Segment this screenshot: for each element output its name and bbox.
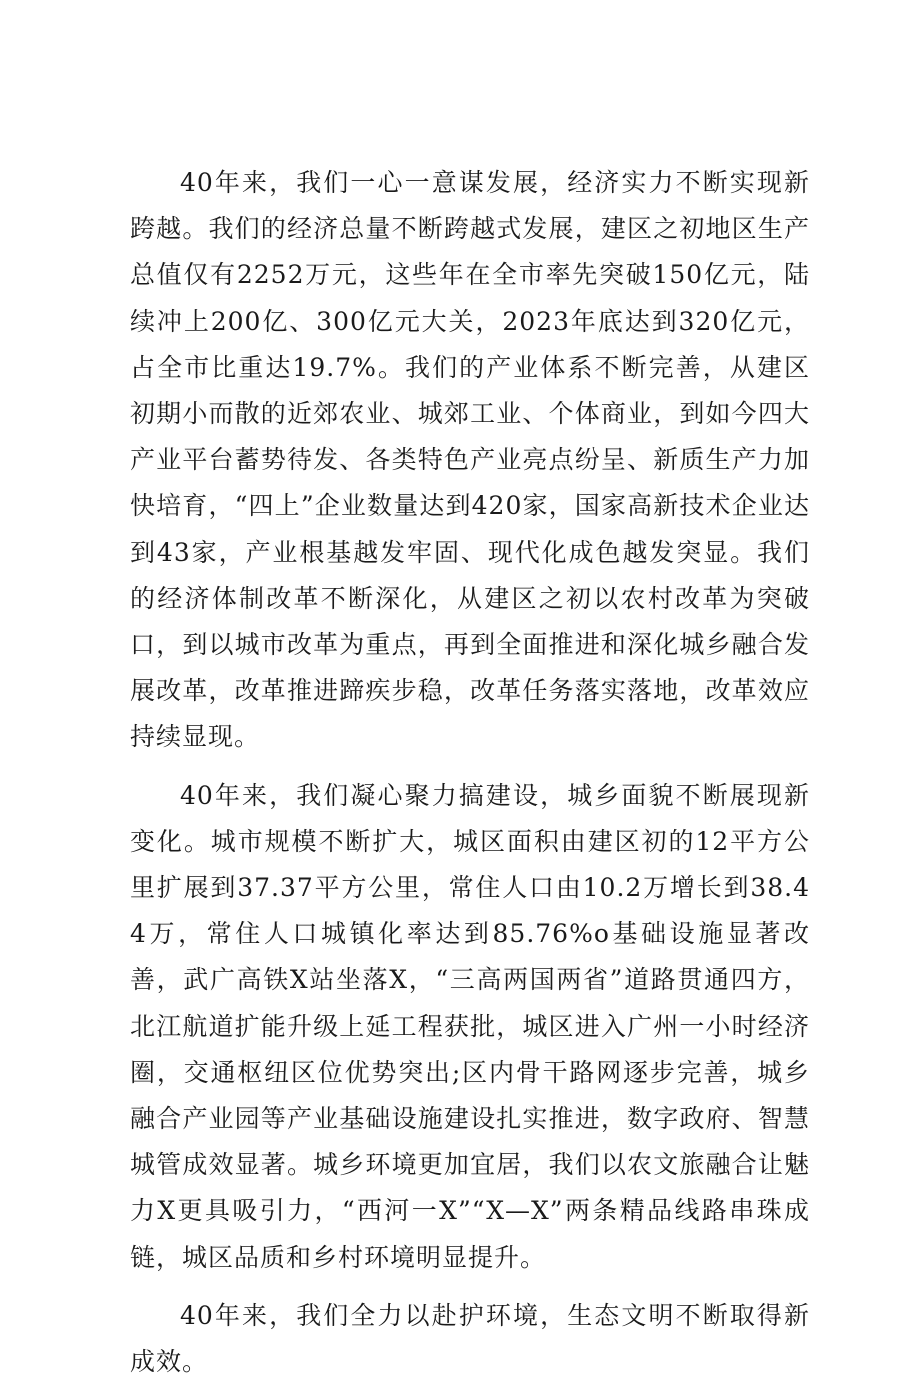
paragraph-environment: 40年来，我们全力以赴护环境，生态文明不断取得新成效。 bbox=[130, 1300, 810, 1377]
document-body bbox=[130, 160, 810, 1397]
paragraph-construction: 40年来，我们凝心聚力搞建设，城乡面貌不断展现新变化。城市规模不断扩大，城区面积由建区初的12平方公里扩展到37.37平方公里，常住人口由10.2万增长到38.44万，常住人口城镇化率达到85.76%o基础设施显著改善，武广高铁X站坐落X，“三高两国两省”道路贯通四方，北江航道扩能升级上延工程获批，城区进入广州一小时经济圈，交通枢纽区位优势突出;区内骨干路网逐步完善，城乡融合产业园等产业基础设施建设扎实推进，数字政府、智慧城管成效显著。城乡环境更加宜居，我们以农文旅融合让魅力X更具吸引力，“西河一X”“X—X”两条精品线路串珠成链，城区品质和乡村环境明显提升。 bbox=[130, 780, 810, 1272]
paragraph-economy: 40年来，我们一心一意谋发展，经济实力不断实现新跨越。我们的经济总量不断跨越式发展，建区之初地区生产总值仅有2252万元，这些年在全市率先突破150亿元，陆续冲上200亿、300亿元大关，2023年底达到320亿元，占全市比重达19.7%。我们的产业体系不断完善，从建区初期小而散的近郊农业、城郊工业、个体商业，到如今四大产业平台蓄势待发、各类特色产业亮点纷呈、新质生产力加快培育，“四上”企业数量达到420家，国家高新技术企业达到43家，产业根基越发牢固、现代化成色越发突显。我们的经济体制改革不断深化，从建区之初以农村改革为突破口，到以城市改革为重点，再到全面推进和深化城乡融合发展改革，改革推进蹄疾步稳，改革任务落实落地，改革效应持续显现。 bbox=[130, 168, 810, 752]
